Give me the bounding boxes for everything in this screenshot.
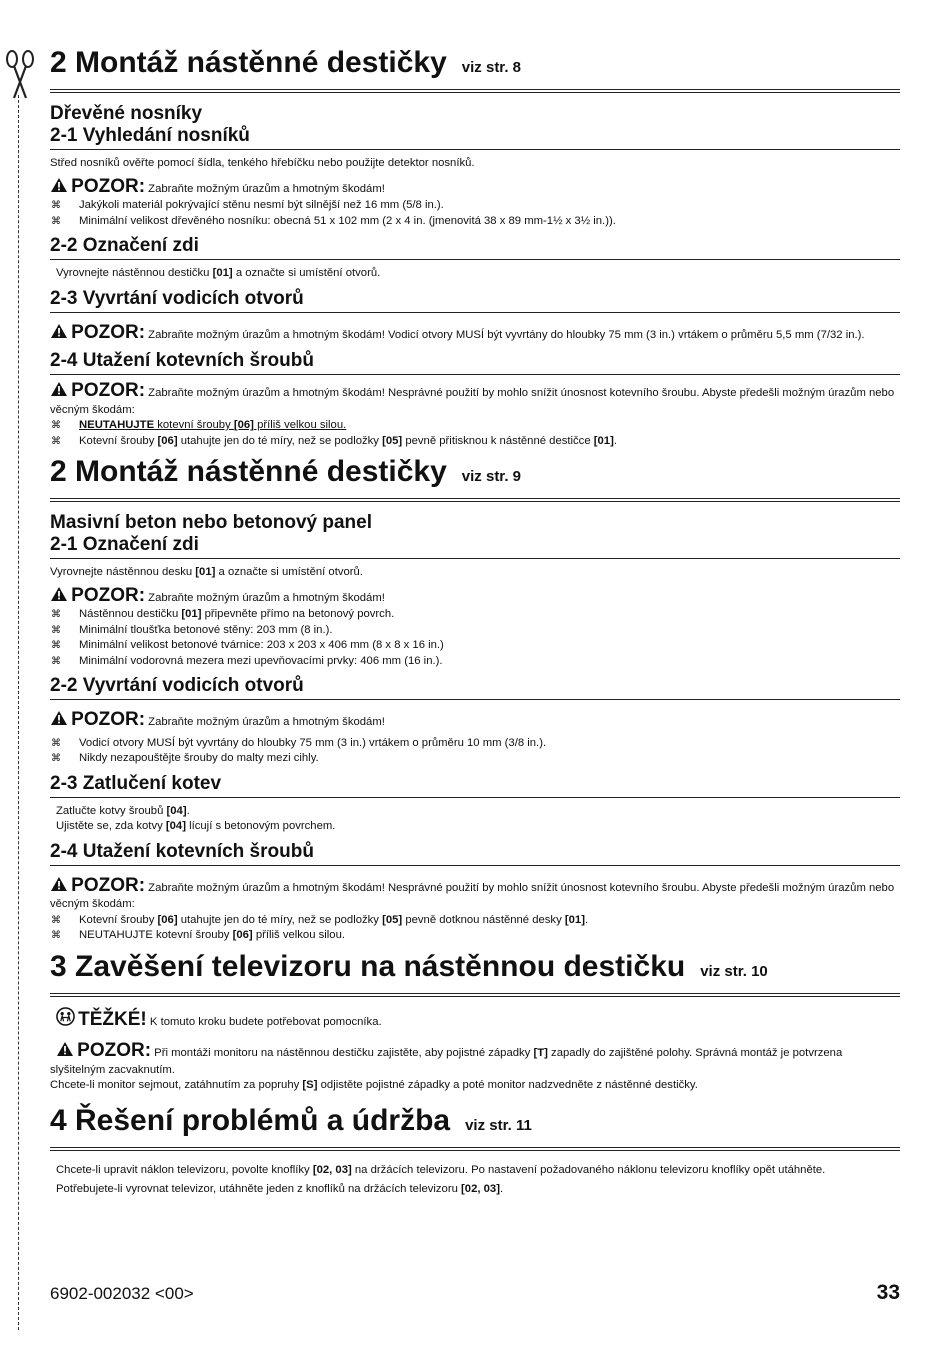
paragraph	[50, 1078, 900, 1094]
heavy-block	[50, 1007, 900, 1032]
page-number: 33	[876, 1281, 900, 1304]
section-heading	[50, 1104, 900, 1151]
part-ref: [01]	[195, 566, 216, 578]
paragraph	[50, 266, 900, 282]
caution-text: Zabraňte možným úrazům a hmotným škodám!	[148, 182, 385, 195]
text: Při montáži monitoru na nástěnnou destičku zajistěte, aby pojistné západky	[154, 1047, 534, 1059]
warning-triangle-icon	[50, 323, 68, 345]
list-item-text: Nikdy nezapouštějte šrouby do malty mezi cihly.	[79, 752, 319, 764]
paragraph	[50, 804, 900, 820]
text: na držácích televizoru. Po nastavení požadovaného náklonu televizoru knoflíky opět utáhněte.	[351, 1163, 826, 1176]
list-item	[50, 913, 900, 929]
warning-triangle-icon	[56, 1041, 74, 1063]
page-reference: viz str. 10	[700, 962, 768, 980]
part-ref: [06]	[232, 929, 253, 941]
text: Vyrovnejte nástěnnou destičku	[56, 267, 213, 279]
page-reference: viz str. 9	[461, 468, 521, 485]
warning-triangle-icon	[50, 876, 68, 898]
list-item	[50, 654, 900, 670]
subsection-title: 2-4 Utažení kotevních šroubů	[50, 350, 900, 375]
two-person-lift-icon	[56, 1007, 75, 1032]
text: NEUTAHUJTE kotevní šrouby	[79, 929, 233, 941]
list-item	[50, 623, 900, 639]
list-item-text: Minimální velikost betonové tvárnice: 203 x 203 x 406 mm (8 x 8 x 16 in.)	[79, 639, 444, 651]
paragraph: Střed nosníků ověřte pomocí šídla, tenkého hřebíčku nebo použijte detektor nosníků.	[50, 157, 475, 169]
part-ref: [02, 03]	[312, 1163, 352, 1176]
subsection-title: 2-1 Vyhledání nosníků	[50, 125, 900, 150]
subsection-title: 2-3 Vyvrtání vodicích otvorů	[50, 288, 900, 313]
text: .	[499, 1182, 504, 1195]
bullet-list	[50, 418, 900, 449]
text: kotevní šrouby	[154, 419, 234, 431]
caution-block	[50, 1041, 900, 1078]
list-item-text	[79, 419, 346, 431]
caution-label: POZOR:	[71, 380, 146, 401]
paragraph	[50, 1161, 900, 1180]
list-item	[50, 198, 900, 214]
emphasis: NEUTAHUJTE	[79, 419, 155, 431]
list-item-text: Minimální vodorovná mezera mezi upevňovacími prvky: 406 mm (16 in.).	[79, 654, 443, 667]
bullet-icon: ⌘	[51, 640, 61, 651]
bullet-icon: ⌘	[51, 609, 61, 620]
heavy-text: K tomuto kroku budete potřebovat pomocníka.	[149, 1015, 382, 1028]
caution-label: POZOR:	[71, 175, 146, 197]
caution-block	[50, 876, 900, 913]
text: příliš velkou silou.	[252, 929, 345, 941]
bullet-list	[50, 736, 900, 767]
warning-triangle-icon	[50, 710, 68, 732]
list-item	[50, 418, 900, 434]
caution-text: Zabraňte možným úrazům a hmotným škodám! Vodicí otvory MUSÍ být vyvrtány do hloubky 75 mm (3 in.) vrtákem o průměru 5,5 mm (7/32 in.).	[148, 328, 865, 341]
list-item	[50, 928, 900, 944]
part-ref: [01]	[212, 267, 233, 279]
part-ref: [01]	[181, 608, 202, 620]
list-item-text: Jakýkoli materiál pokrývající stěnu nesmí být silnější než 16 mm (5/8 in.).	[79, 199, 444, 211]
list-item	[50, 214, 900, 230]
page-content	[50, 40, 900, 1199]
part-ref: [S]	[302, 1079, 318, 1091]
text: pevně dotknou nástěnné desky	[402, 913, 565, 926]
caution-label: POZOR:	[71, 584, 146, 606]
text: odjistěte pojistné západky a poté monitor nadzvedněte z nástěnné destičky.	[317, 1079, 698, 1091]
caution-block	[50, 381, 900, 418]
caution-text: Zabraňte možným úrazům a hmotným škodám!	[148, 716, 385, 728]
list-item-text: Minimální tloušťka betonové stěny: 203 mm (8 in.).	[79, 623, 333, 636]
caution-text: Zabraňte možným úrazům a hmotným škodám! Nesprávné použití by mohlo snížit únosnost kotevního šroubu. Abyste předešli možným úrazům nebo věcným škodám:	[50, 881, 895, 910]
section-heading	[50, 950, 900, 997]
text: a označte si umístění otvorů.	[232, 267, 381, 279]
group-title: Masivní beton nebo betonový panel	[50, 512, 372, 533]
text: lícují s betonovým povrchem.	[185, 820, 336, 832]
warning-triangle-icon	[50, 177, 68, 199]
part-ref: [06]	[157, 434, 178, 447]
caution-block	[50, 710, 900, 732]
scissors-icon	[4, 48, 36, 100]
part-ref: [T]	[533, 1047, 548, 1059]
page-reference: viz str. 11	[465, 1116, 532, 1134]
list-item-text: Vodicí otvory MUSÍ být vyvrtány do hloubky 75 mm (3 in.) vrtákem o průměru 10 mm (3/8 in.).	[79, 736, 547, 749]
text: pevně přitisknou k nástěnné destičce	[402, 434, 594, 447]
bullet-icon: ⌘	[51, 200, 61, 211]
paragraph	[50, 565, 900, 581]
heavy-label: TĚŽKÉ!	[78, 1008, 147, 1030]
bullet-icon: ⌘	[51, 435, 61, 447]
subsection-title: 2-3 Zatlučení kotev	[50, 773, 900, 798]
text: .	[613, 434, 617, 447]
bullet-icon: ⌘	[51, 420, 61, 431]
bullet-list	[50, 607, 900, 669]
caution-label: POZOR:	[77, 1040, 152, 1061]
list-item	[50, 638, 900, 654]
list-item-text: Minimální velikost dřevěného nosníku: obecná 51 x 102 mm (2 x 4 in. (jmenovitá 38 x 89 mm-1½ x 3½ in.)).	[79, 214, 616, 227]
part-ref: [04]	[165, 820, 186, 832]
section-heading	[50, 455, 900, 502]
caution-block	[50, 177, 900, 199]
text: zapadly do zajištěné polohy. Správná montáž je potvrzena slyšitelným zacvaknutím.	[50, 1047, 843, 1076]
text: utahujte jen do té míry, než se podložky	[177, 913, 383, 926]
text: Ujistěte se, zda kotvy	[56, 820, 166, 832]
subsection-title: 2-1 Označení zdi	[50, 534, 900, 559]
text: a označte si umístění otvorů.	[215, 566, 363, 578]
subsection-title: 2-2 Vyvrtání vodicích otvorů	[50, 675, 900, 700]
paragraph	[50, 1180, 900, 1199]
text: .	[584, 913, 589, 926]
bullet-icon: ⌘	[51, 737, 61, 749]
text: Vyrovnejte nástěnnou desku	[50, 566, 196, 578]
list-item	[50, 434, 900, 450]
text: Nástěnnou destičku	[79, 608, 182, 620]
section-title: 2 Montáž nástěnné destičky	[50, 46, 447, 79]
part-ref: [05]	[382, 913, 403, 926]
part-ref: [01]	[593, 434, 614, 447]
part-ref: [04]	[166, 804, 187, 817]
section-title: 3 Zavěšení televizoru na nástěnnou destičku	[50, 949, 686, 983]
part-ref: [02, 03]	[461, 1182, 500, 1195]
caution-label: POZOR:	[71, 874, 146, 896]
bullet-list	[50, 198, 900, 229]
page-reference: viz str. 8	[461, 59, 521, 76]
caution-block	[50, 323, 900, 345]
bullet-icon: ⌘	[51, 624, 61, 636]
subsection-title: 2-4 Utažení kotevních šroubů	[50, 841, 900, 866]
caution-label: POZOR:	[71, 321, 146, 343]
section-title: 2 Montáž nástěnné destičky	[50, 455, 447, 488]
text: Kotevní šrouby	[79, 434, 158, 447]
text: Potřebujete-li vyrovnat televizor, utáhněte jeden z knoflíků na držácích televizoru	[56, 1182, 462, 1195]
text: příliš velkou silou.	[253, 419, 347, 431]
caution-text: Zabraňte možným úrazům a hmotným škodám! Nesprávné použití by mohlo snížit únosnost kotevního šroubu. Abyste předešli možným úrazům nebo věcným škodám:	[50, 387, 895, 416]
text: utahujte jen do té míry, než se podložky	[177, 434, 383, 447]
paragraph	[50, 819, 900, 835]
bullet-list	[50, 913, 900, 944]
caution-text: Zabraňte možným úrazům a hmotným škodám!	[148, 591, 385, 604]
document-code: 6902-002032 <00>	[50, 1284, 194, 1303]
bullet-icon: ⌘	[51, 655, 61, 667]
text: Zatlučte kotvy šroubů	[56, 804, 167, 817]
section-title: 4 Řešení problémů a údržba	[50, 1103, 451, 1137]
part-ref: [06]	[233, 419, 254, 431]
caution-label: POZOR:	[71, 709, 146, 730]
bullet-icon: ⌘	[51, 914, 61, 926]
bullet-icon: ⌘	[51, 930, 61, 941]
part-ref: [06]	[157, 913, 178, 926]
caution-block	[50, 586, 900, 608]
list-item	[50, 607, 900, 623]
text: Chcete-li upravit náklon televizoru, povolte knoflíky	[56, 1163, 313, 1176]
part-ref: [01]	[564, 913, 585, 926]
bullet-icon: ⌘	[51, 215, 61, 227]
cut-line	[18, 95, 19, 1330]
text: .	[186, 804, 190, 817]
text: Kotevní šrouby	[79, 913, 158, 926]
subsection-title: 2-2 Označení zdi	[50, 235, 900, 260]
list-item	[50, 736, 900, 752]
part-ref: [05]	[382, 434, 403, 447]
warning-triangle-icon	[50, 381, 68, 403]
bullet-icon: ⌘	[51, 753, 61, 764]
text: připevněte přímo na betonový povrch.	[201, 608, 395, 620]
text: Chcete-li monitor sejmout, zatáhnutím za popruhy	[50, 1079, 303, 1091]
section-heading	[50, 46, 900, 93]
warning-triangle-icon	[50, 586, 68, 608]
list-item	[50, 751, 900, 767]
group-title: Dřevěné nosníky	[50, 103, 203, 124]
